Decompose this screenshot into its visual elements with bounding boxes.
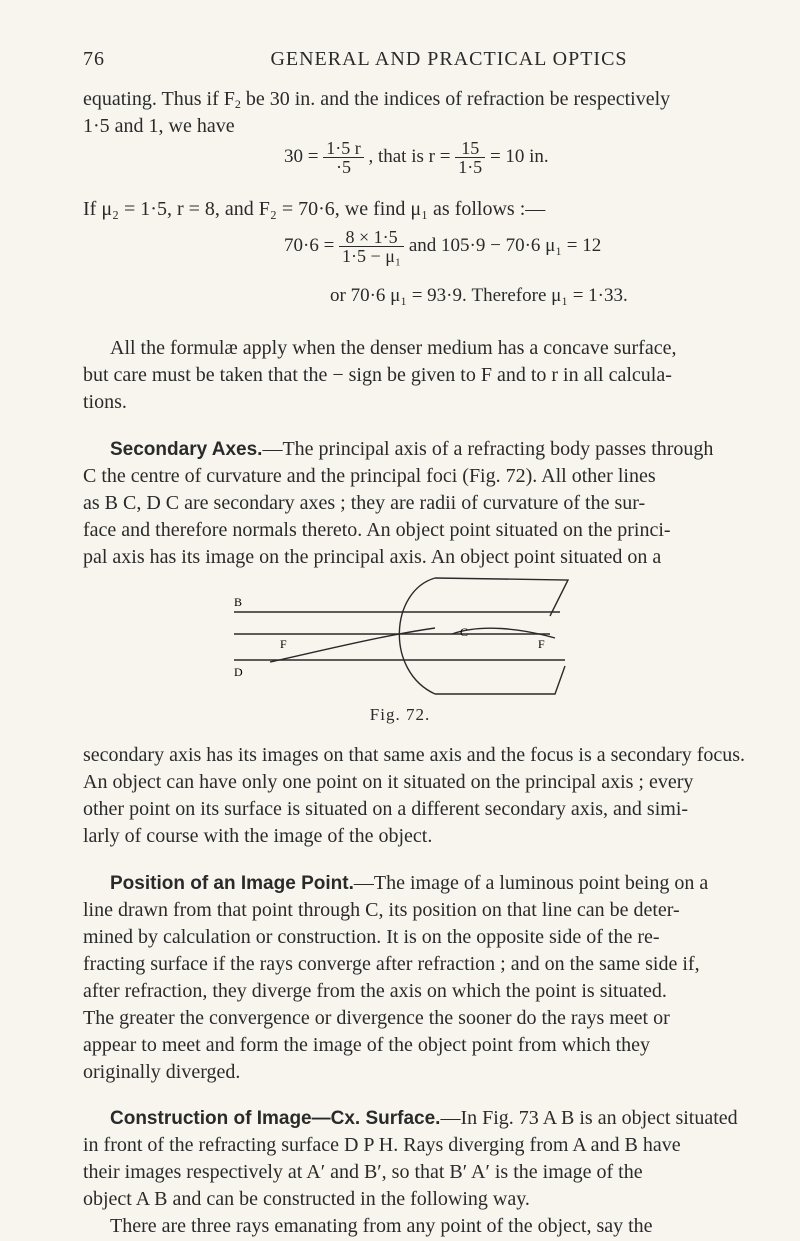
- figure-caption: Fig. 72.: [369, 705, 431, 724]
- paragraph-line: after refraction, they diverge from the axis on which the point is situated.: [83, 980, 667, 1002]
- paragraph-line: larly of course with the image of the object.: [83, 825, 433, 847]
- paragraph-line: secondary axis has its images on that same axis and the focus is a secondary focus.: [83, 744, 746, 766]
- paragraph-line: as B C, D C are secondary axes ; they are radii of curvature of the sur-: [83, 492, 646, 514]
- section-line: Construction of Image—Cx. Surface.—In Fig. 73 A B is an object situated: [110, 1107, 738, 1129]
- paragraph-line: tions.: [83, 391, 127, 413]
- ray-lower: [270, 628, 435, 662]
- label-f1: F: [280, 637, 287, 651]
- paragraph-line: other point on its surface is situated on a different secondary axis, and simi-: [83, 798, 689, 820]
- paragraph-line: object A B and can be constructed in the following way.: [83, 1188, 530, 1210]
- section-heading: Secondary Axes.: [110, 439, 263, 460]
- surface-edge-top: [435, 578, 568, 616]
- equation-1: 30 = $\frac{1\cdot 5 r}{\cdot 5}$ , that is r = $\frac{15}{1\cdot 5}$ = 10 in.: [284, 138, 549, 177]
- page-number: 76: [83, 48, 105, 70]
- label-b: B: [234, 595, 243, 609]
- paragraph-line: 1·5 and 1, we have: [83, 115, 235, 137]
- paragraph-line: All the formulæ apply when the denser medium has a concave surface,: [110, 337, 677, 359]
- running-title: GENERAL AND PRACTICAL OPTICS: [270, 48, 628, 70]
- section-line: Position of an Image Point.—The image of a luminous point being on a: [110, 872, 709, 894]
- paragraph-line: their images respectively at A′ and B′, so that B′ A′ is the image of the: [83, 1161, 643, 1183]
- equation-3: or 70·6 μ₁ = 93·9. Therefore μ₁ = 1·33.: [330, 285, 628, 306]
- paragraph-line: fracting surface if the rays converge after refraction ; and on the same side if,: [83, 953, 700, 975]
- paragraph-line: appear to meet and form the image of the object point from which they: [83, 1034, 651, 1056]
- refracting-surface: [399, 578, 435, 694]
- paragraph-line: An object can have only one point on it situated on the principal axis ; every: [83, 771, 694, 793]
- label-d: D: [234, 665, 243, 679]
- surface-edge-bottom: [435, 666, 565, 694]
- section-heading: Construction of Image—Cx. Surface.: [110, 1108, 441, 1129]
- paragraph-line: If μ₂ = 1·5, r = 8, and F₂ = 70·6, we find μ₁ as follows :—: [83, 198, 546, 220]
- paragraph-line: but care must be taken that the − sign be given to F and to r in all calcula-: [83, 364, 672, 386]
- paragraph-line: C the centre of curvature and the principal foci (Fig. 72). All other lines: [83, 465, 656, 487]
- section-heading: Position of an Image Point.: [110, 873, 354, 894]
- label-c: C: [460, 625, 469, 639]
- section-line: Secondary Axes.—The principal axis of a refracting body passes through: [110, 438, 714, 460]
- paragraph-line: There are three rays emanating from any point of the object, say the: [110, 1215, 653, 1237]
- paragraph-line: line drawn from that point through C, its position on that line can be deter-: [83, 899, 680, 921]
- paragraph-line: equating. Thus if $F_2$ be 30 in. and the indices of refraction be respectively: [83, 88, 671, 111]
- paragraph-line: face and therefore normals thereto. An object point situated on the princi-: [83, 519, 671, 541]
- figure-72-diagram: [220, 576, 580, 696]
- paragraph-line: in front of the refracting surface D P H. Rays diverging from A and B have: [83, 1134, 681, 1156]
- paragraph-line: originally diverged.: [83, 1061, 241, 1083]
- equation-2: 70·6 = $\frac{8 \times 1\cdot 5}{\text{1·5 − μ₁}}$ and 105·9 − 70·6 μ₁ = 12: [284, 227, 602, 266]
- label-f2: F: [538, 637, 545, 651]
- paragraph-line: The greater the convergence or divergence the sooner do the rays meet or: [83, 1007, 670, 1029]
- paragraph-line: mined by calculation or construction. It is on the opposite side of the re-: [83, 926, 660, 948]
- paragraph-line: pal axis has its image on the principal axis. An object point situated on a: [83, 546, 662, 568]
